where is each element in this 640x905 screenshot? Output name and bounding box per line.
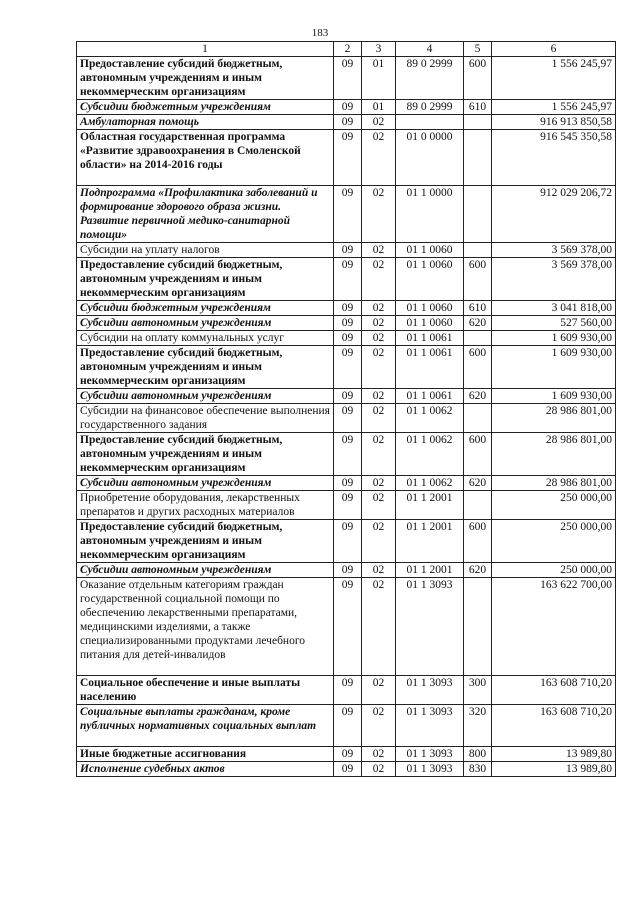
cell-name: Субсидии автономным учреждениям	[77, 389, 334, 404]
cell-type	[464, 115, 492, 130]
cell-sum: 912 029 206,72	[492, 186, 616, 243]
cell-sum: 163 622 700,00	[492, 578, 616, 676]
cell-name: Предоставление субсидий бюджетным, автономным учреждениям и иным некоммерческим организациям	[77, 433, 334, 476]
cell-type	[464, 186, 492, 243]
cell-subsection: 02	[362, 404, 396, 433]
cell-subsection: 02	[362, 346, 396, 389]
cell-subsection: 02	[362, 578, 396, 676]
cell-subsection: 02	[362, 762, 396, 777]
cell-article: 01 1 0060	[396, 301, 464, 316]
cell-subsection: 02	[362, 491, 396, 520]
table-row	[77, 316, 616, 331]
cell-section: 09	[334, 433, 362, 476]
cell-article: 01 1 3093	[396, 578, 464, 676]
cell-section: 09	[334, 520, 362, 563]
table-row	[77, 331, 616, 346]
table-row	[77, 57, 616, 100]
cell-section: 09	[334, 563, 362, 578]
table-row	[77, 346, 616, 389]
table-row	[77, 762, 616, 777]
header-cell-sum: 6	[492, 42, 616, 57]
cell-article: 01 1 0060	[396, 243, 464, 258]
header-cell-name: 1	[77, 42, 334, 57]
cell-section: 09	[334, 316, 362, 331]
header-cell-type: 5	[464, 42, 492, 57]
table-row	[77, 100, 616, 115]
cell-name: Предоставление субсидий бюджетным, автономным учреждениям и иным некоммерческим организациям	[77, 258, 334, 301]
cell-type: 600	[464, 520, 492, 563]
table-row	[77, 578, 616, 676]
header-cell-section: 2	[334, 42, 362, 57]
cell-article: 01 1 3093	[396, 676, 464, 705]
cell-name: Субсидии автономным учреждениям	[77, 316, 334, 331]
cell-sum: 1 609 930,00	[492, 331, 616, 346]
cell-sum: 163 608 710,20	[492, 705, 616, 747]
cell-type: 610	[464, 100, 492, 115]
cell-subsection: 02	[362, 520, 396, 563]
cell-subsection: 02	[362, 433, 396, 476]
table-row	[77, 115, 616, 130]
cell-subsection: 02	[362, 747, 396, 762]
table-row	[77, 301, 616, 316]
cell-subsection: 02	[362, 186, 396, 243]
cell-type: 830	[464, 762, 492, 777]
cell-subsection: 02	[362, 316, 396, 331]
table-row	[77, 389, 616, 404]
cell-subsection: 01	[362, 57, 396, 100]
cell-sum: 916 913 850,58	[492, 115, 616, 130]
cell-name: Субсидии на оплату коммунальных услуг	[77, 331, 334, 346]
cell-subsection: 02	[362, 130, 396, 186]
cell-subsection: 01	[362, 100, 396, 115]
cell-name: Амбулаторная помощь	[77, 115, 334, 130]
cell-name: Подпрограмма «Профилактика заболеваний и формирование здорового образа жизни. Развитие первичной медико-санитарной помощи»	[77, 186, 334, 243]
cell-type: 610	[464, 301, 492, 316]
table-row	[77, 476, 616, 491]
cell-subsection: 02	[362, 243, 396, 258]
cell-article: 01 1 2001	[396, 520, 464, 563]
cell-article: 01 1 3093	[396, 762, 464, 777]
table-row	[77, 186, 616, 243]
cell-article: 01 1 0000	[396, 186, 464, 243]
cell-article: 01 1 2001	[396, 563, 464, 578]
table-row	[77, 747, 616, 762]
cell-section: 09	[334, 258, 362, 301]
cell-sum: 3 569 378,00	[492, 243, 616, 258]
cell-subsection: 02	[362, 705, 396, 747]
cell-sum: 3 041 818,00	[492, 301, 616, 316]
cell-sum: 28 986 801,00	[492, 476, 616, 491]
cell-type: 600	[464, 258, 492, 301]
cell-sum: 250 000,00	[492, 491, 616, 520]
cell-name: Исполнение судебных актов	[77, 762, 334, 777]
cell-section: 09	[334, 476, 362, 491]
cell-article: 01 1 0061	[396, 346, 464, 389]
cell-name: Областная государственная программа «Развитие здравоохранения в Смоленской области» на 2014-2016 годы	[77, 130, 334, 186]
header-cell-subsection: 3	[362, 42, 396, 57]
cell-name: Субсидии автономным учреждениям	[77, 563, 334, 578]
cell-article	[396, 115, 464, 130]
cell-sum: 1 556 245,97	[492, 57, 616, 100]
cell-article: 01 1 0060	[396, 258, 464, 301]
cell-name: Субсидии бюджетным учреждениям	[77, 301, 334, 316]
cell-type: 600	[464, 57, 492, 100]
cell-section: 09	[334, 243, 362, 258]
cell-name: Иные бюджетные ассигнования	[77, 747, 334, 762]
table-row	[77, 491, 616, 520]
table-row	[77, 243, 616, 258]
table-row	[77, 404, 616, 433]
cell-article: 01 1 0061	[396, 331, 464, 346]
table-body	[77, 57, 616, 777]
cell-sum: 1 609 930,00	[492, 346, 616, 389]
cell-section: 09	[334, 115, 362, 130]
cell-subsection: 02	[362, 389, 396, 404]
cell-section: 09	[334, 100, 362, 115]
cell-section: 09	[334, 389, 362, 404]
header-cell-article: 4	[396, 42, 464, 57]
cell-sum: 13 989,80	[492, 762, 616, 777]
cell-section: 09	[334, 747, 362, 762]
cell-article: 01 1 0062	[396, 476, 464, 491]
cell-name: Субсидии автономным учреждениям	[77, 476, 334, 491]
cell-article: 01 1 3093	[396, 747, 464, 762]
cell-section: 09	[334, 404, 362, 433]
cell-type: 800	[464, 747, 492, 762]
cell-name: Социальные выплаты гражданам, кроме публичных нормативных социальных выплат	[77, 705, 334, 747]
table-row	[77, 563, 616, 578]
cell-sum: 1 609 930,00	[492, 389, 616, 404]
cell-name: Субсидии на уплату налогов	[77, 243, 334, 258]
table-row	[77, 676, 616, 705]
cell-subsection: 02	[362, 331, 396, 346]
cell-section: 09	[334, 578, 362, 676]
cell-type	[464, 491, 492, 520]
cell-sum: 250 000,00	[492, 520, 616, 563]
cell-section: 09	[334, 676, 362, 705]
cell-name: Оказание отдельным категориям граждан государственной социальной помощи по обеспечению лекарственными препаратами, медицинскими изделиями, а также специализированными продуктами лечебного питания для детей-инвалидов	[77, 578, 334, 676]
cell-sum: 250 000,00	[492, 563, 616, 578]
cell-subsection: 02	[362, 563, 396, 578]
cell-type: 620	[464, 476, 492, 491]
cell-subsection: 02	[362, 258, 396, 301]
cell-type	[464, 578, 492, 676]
cell-article: 01 0 0000	[396, 130, 464, 186]
budget-table	[76, 41, 616, 777]
cell-section: 09	[334, 346, 362, 389]
cell-section: 09	[334, 705, 362, 747]
page-number: 183	[311, 27, 329, 39]
cell-name: Социальное обеспечение и иные выплаты населению	[77, 676, 334, 705]
cell-sum: 1 556 245,97	[492, 100, 616, 115]
table-row	[77, 705, 616, 747]
cell-type	[464, 243, 492, 258]
cell-type	[464, 130, 492, 186]
cell-article: 01 1 3093	[396, 705, 464, 747]
cell-sum: 13 989,80	[492, 747, 616, 762]
cell-article: 01 1 0060	[396, 316, 464, 331]
header-row	[77, 42, 616, 57]
cell-type: 620	[464, 316, 492, 331]
cell-type	[464, 331, 492, 346]
cell-section: 09	[334, 57, 362, 100]
table-row	[77, 258, 616, 301]
cell-subsection: 02	[362, 301, 396, 316]
cell-article: 89 0 2999	[396, 100, 464, 115]
cell-sum: 28 986 801,00	[492, 404, 616, 433]
cell-article: 01 1 0062	[396, 433, 464, 476]
cell-article: 89 0 2999	[396, 57, 464, 100]
table-row	[77, 520, 616, 563]
cell-type	[464, 404, 492, 433]
cell-subsection: 02	[362, 115, 396, 130]
cell-section: 09	[334, 762, 362, 777]
cell-name: Приобретение оборудования, лекарственных препаратов и других расходных материалов	[77, 491, 334, 520]
table-row	[77, 130, 616, 186]
cell-section: 09	[334, 186, 362, 243]
cell-section: 09	[334, 130, 362, 186]
cell-sum: 3 569 378,00	[492, 258, 616, 301]
cell-sum: 163 608 710,20	[492, 676, 616, 705]
cell-subsection: 02	[362, 476, 396, 491]
cell-sum: 28 986 801,00	[492, 433, 616, 476]
cell-type: 320	[464, 705, 492, 747]
cell-name: Предоставление субсидий бюджетным, автономным учреждениям и иным некоммерческим организациям	[77, 520, 334, 563]
cell-article: 01 1 0062	[396, 404, 464, 433]
cell-name: Субсидии на финансовое обеспечение выполнения государственного задания	[77, 404, 334, 433]
cell-type: 620	[464, 563, 492, 578]
cell-sum: 527 560,00	[492, 316, 616, 331]
cell-section: 09	[334, 491, 362, 520]
cell-subsection: 02	[362, 676, 396, 705]
cell-name: Субсидии бюджетным учреждениям	[77, 100, 334, 115]
cell-article: 01 1 2001	[396, 491, 464, 520]
cell-section: 09	[334, 331, 362, 346]
cell-type: 620	[464, 389, 492, 404]
cell-type: 300	[464, 676, 492, 705]
cell-name: Предоставление субсидий бюджетным, автономным учреждениям и иным некоммерческим организациям	[77, 346, 334, 389]
cell-sum: 916 545 350,58	[492, 130, 616, 186]
cell-type: 600	[464, 346, 492, 389]
cell-article: 01 1 0061	[396, 389, 464, 404]
table-row	[77, 433, 616, 476]
cell-type: 600	[464, 433, 492, 476]
cell-name: Предоставление субсидий бюджетным, автономным учреждениям и иным некоммерческим организациям	[77, 57, 334, 100]
cell-section: 09	[334, 301, 362, 316]
